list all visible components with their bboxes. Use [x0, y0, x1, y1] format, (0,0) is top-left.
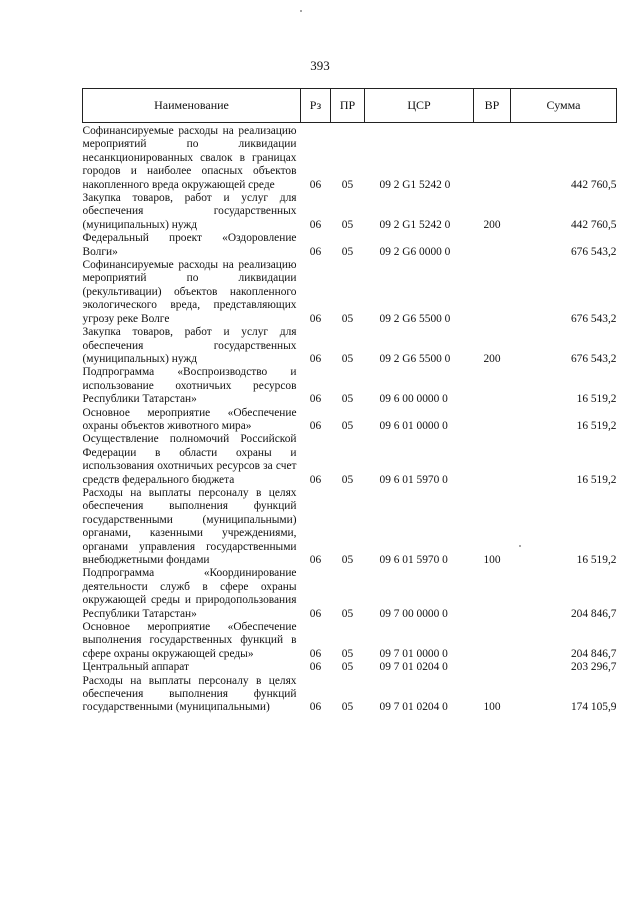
row-sum: 676 543,2: [570, 352, 617, 365]
row-vr: 200: [483, 218, 501, 231]
row-name: Федеральный проект «Оздоровление Волги»: [82, 232, 297, 258]
table-row: [83, 487, 617, 567]
row-csr: 09 2 G6 5500 0: [379, 352, 451, 365]
table-row: [83, 661, 617, 674]
row-vr: 100: [483, 701, 501, 714]
row-rz: 06: [309, 554, 322, 566]
table-row: [83, 675, 617, 715]
row-name: Софинансируемые расходы на реализацию мероприятий по ликвидации несанкционированных свалок в границах городов и наиболее опасных объектов накопленного вреда окружающей среде: [82, 125, 297, 191]
row-vr: [474, 433, 511, 487]
row-rz: 06: [309, 245, 322, 258]
table-row: [83, 407, 617, 434]
row-csr: 09 2 G6 0000 0: [379, 245, 451, 258]
row-sum: 676 543,2: [570, 312, 617, 325]
row-name: Подпрограмма «Координирование деятельности служб в сфере охраны окружающей среды и природопользования Республики Татарстан»: [82, 567, 297, 620]
table-row: [83, 567, 617, 621]
row-sum: 174 105,9: [570, 701, 617, 714]
column-header-vr: ВР: [474, 89, 511, 123]
row-csr: 09 2 G1 5242 0: [379, 218, 451, 231]
row-pr: 05: [341, 218, 354, 231]
row-name: Основное мероприятие «Обеспечение выполнения государственных функций в сфере охраны окружающей среды»: [82, 621, 297, 660]
row-sum: 442 760,5: [570, 218, 617, 231]
row-sum: 16 519,2: [576, 473, 617, 486]
table-row: [83, 192, 617, 232]
row-pr: 05: [341, 473, 354, 486]
row-csr: 09 7 01 0204 0: [379, 661, 448, 674]
column-header-sum: Сумма: [511, 89, 617, 123]
row-vr: [474, 123, 511, 193]
table-row: [83, 232, 617, 259]
row-sum: 16 519,2: [576, 554, 617, 566]
row-pr: 05: [341, 661, 354, 674]
row-rz: 06: [309, 419, 322, 432]
row-pr: 05: [341, 647, 354, 660]
row-name: Софинансируемые расходы на реализацию мероприятий по ликвидации (рекультивации) объектов накопленного экологического вреда, представляющих угрозу реке Волге: [82, 259, 297, 325]
scan-speck: [300, 10, 302, 12]
row-sum: 676 543,2: [570, 245, 617, 258]
column-header-rz: Рз: [301, 89, 331, 123]
row-rz: 06: [309, 393, 322, 406]
row-name: Закупка товаров, работ и услуг для обеспечения государственных (муниципальных) нужд: [82, 192, 297, 231]
row-csr: 09 2 G1 5242 0: [379, 178, 451, 191]
row-csr: 09 6 01 0000 0: [379, 419, 448, 432]
row-rz: 06: [309, 218, 322, 231]
page-number: 393: [310, 58, 330, 73]
row-csr: 09 7 00 0000 0: [379, 607, 448, 620]
row-vr: 200: [483, 352, 501, 365]
row-sum: 16 519,2: [576, 419, 617, 432]
row-pr: 05: [341, 393, 354, 406]
row-rz: 06: [309, 661, 322, 674]
row-name: Основное мероприятие «Обеспечение охраны объектов животного мира»: [82, 406, 297, 432]
row-pr: 05: [341, 419, 354, 432]
row-sum: 204 846,7: [570, 607, 617, 620]
budget-table: [82, 88, 617, 715]
row-pr: 05: [341, 352, 354, 365]
row-name: Расходы на выплаты персоналу в целях обеспечения выполнения функций государственными (муниципальными) органами, казенными учреждениями, органами управления государственными внебюджетными фондами: [82, 486, 297, 566]
row-pr: 05: [341, 178, 354, 191]
column-header-pr: ПР: [331, 89, 365, 123]
row-rz: 06: [309, 352, 322, 365]
row-vr: [474, 407, 511, 434]
table-row: [83, 123, 617, 193]
row-rz: 06: [309, 312, 322, 325]
row-sum: 442 760,5: [570, 178, 617, 191]
table-row: [83, 621, 617, 661]
row-pr: 05: [341, 554, 354, 566]
row-vr: [474, 259, 511, 326]
row-name: Подпрограмма «Воспроизводство и использование охотничьих ресурсов Республики Татарстан»: [82, 366, 297, 406]
row-pr: 05: [341, 701, 354, 714]
row-csr: 09 6 01 5970 0: [379, 554, 448, 566]
row-rz: 06: [309, 647, 322, 660]
row-vr: [474, 621, 511, 661]
row-vr: 100: [483, 554, 501, 566]
row-rz: 06: [309, 701, 322, 714]
row-rz: 06: [309, 178, 322, 191]
row-pr: 05: [341, 245, 354, 258]
row-vr: [474, 366, 511, 406]
row-sum: 204 846,7: [570, 647, 617, 660]
table-row: [83, 366, 617, 406]
row-csr: 09 6 00 0000 0: [379, 393, 448, 406]
row-name: Закупка товаров, работ и услуг для обеспечения государственных (муниципальных) нужд: [82, 326, 297, 365]
row-name: Центральный аппарат: [82, 661, 190, 674]
row-vr: [474, 567, 511, 621]
column-header-name: Наименование: [83, 89, 301, 123]
row-csr: 09 6 01 5970 0: [379, 473, 448, 486]
row-pr: 05: [341, 607, 354, 620]
row-sum: 203 296,7: [570, 661, 617, 674]
row-csr: 09 7 01 0000 0: [379, 647, 448, 660]
row-rz: 06: [309, 473, 322, 486]
table-row: [83, 259, 617, 326]
table-row: [83, 433, 617, 487]
row-sum: 16 519,2: [576, 393, 617, 406]
table-row: [83, 326, 617, 366]
row-csr: 09 2 G6 5500 0: [379, 312, 451, 325]
row-vr: [474, 232, 511, 259]
row-name: Расходы на выплаты персоналу в целях обеспечения выполнения функций государственными (муниципальными): [82, 674, 297, 714]
row-pr: 05: [341, 312, 354, 325]
row-name: Осуществление полномочий Российской Федерации в области охраны и использования охотничьих ресурсов за счет средств федерального бюджета: [82, 433, 297, 486]
row-rz: 06: [309, 607, 322, 620]
row-csr: 09 7 01 0204 0: [379, 701, 448, 714]
column-header-csr: ЦСР: [365, 89, 474, 123]
row-vr: [474, 661, 511, 674]
table-header-row: [83, 89, 617, 123]
